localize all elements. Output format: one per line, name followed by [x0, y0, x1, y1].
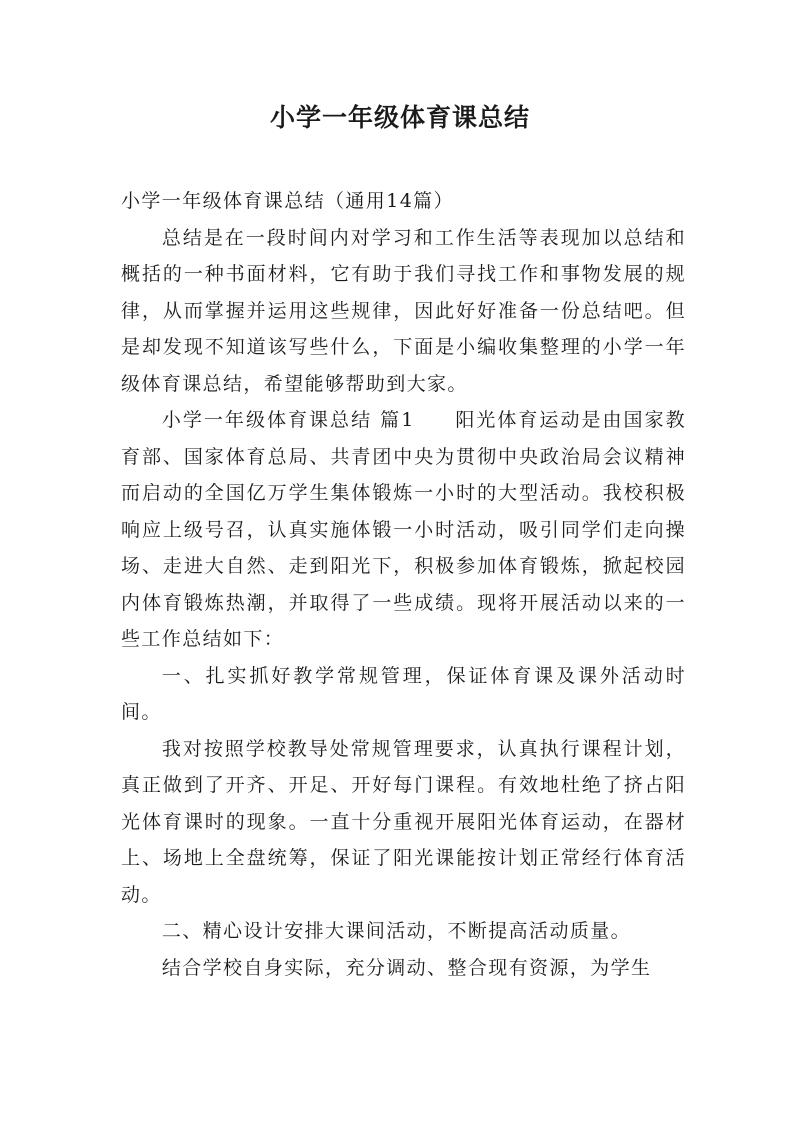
section-2-title: 二、精心设计安排大课间活动，不断提高活动质量。 [161, 920, 632, 942]
section-1-title: 一、扎实抓好教学常规管理，保证体育课及课外活动时间。 [121, 664, 686, 723]
article-1-heading: 小学一年级体育课总结 篇1 [161, 409, 415, 431]
page-title: 小学一年级体育课总结 [269, 103, 530, 132]
document-body [121, 183, 686, 986]
article-1-lead: 阳光体育运动是由国家教育部、国家体育总局、共青团中央为贯彻中央政治局会议精神而启动的全国亿万学生集体锻炼一小时的大型活动。我校积极响应上级号召，认真实施体锻一小时活动，吸引同学们走向操场、走进大自然、走到阳光下，积极参加体育锻炼，掀起校园内体育锻炼热潮，并取得了一些成绩。现将开展活动以来的一些工作总结如下： [121, 409, 686, 650]
section-2-paragraph: 结合学校自身实际，充分调动、整合现有资源，为学生 [161, 956, 652, 979]
article-1-paragraph [121, 402, 686, 658]
document-subtitle: 小学一年级体育课总结（通用14篇） [121, 190, 454, 212]
section-1-paragraph: 我对按照学校教导处常规管理要求，认真执行课程计划，真正做到了开齐、开足、开好每门课程。有效地杜绝了挤占阳光体育课时的现象。一直十分重视开展阳光体育运动，在器材上、场地上全盘统筹，保证了阳光课能按计划正常经行体育活动。 [121, 737, 686, 906]
intro-paragraph: 总结是在一段时间内对学习和工作生活等表现加以总结和概括的一种书面材料，它有助于我们寻找工作和事物发展的规律，从而掌握并运用这些规律，因此好好准备一份总结吧。但是却发现不知道该写些什么，下面是小编收集整理的小学一年级体育课总结，希望能够帮助到大家。 [121, 226, 686, 395]
